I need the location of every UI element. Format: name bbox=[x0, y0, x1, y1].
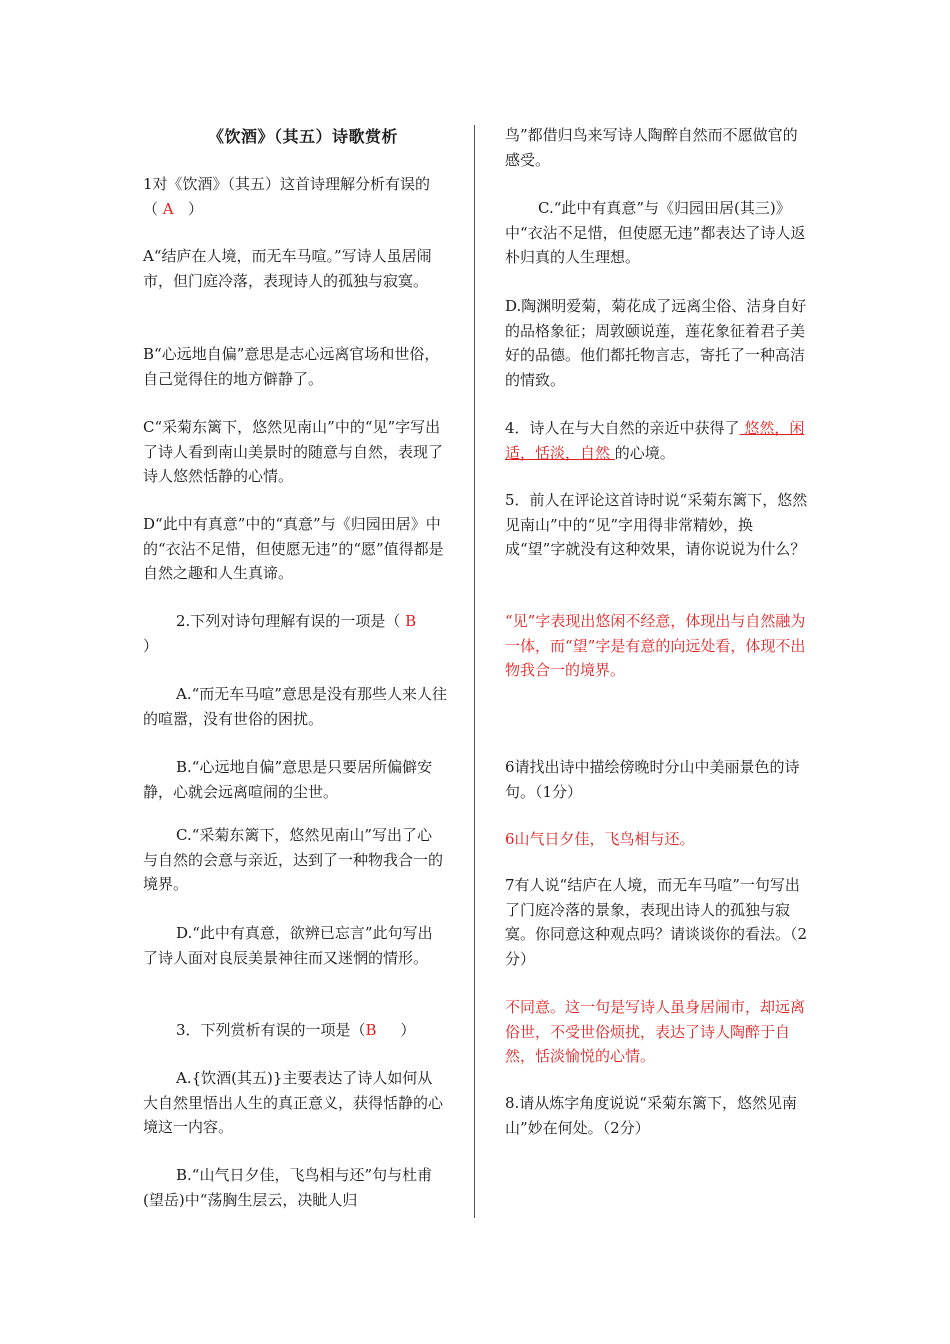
q7-answer: 不同意。这一句是写诗人虽身居闹市，却远离俗世，不受世俗烦扰，表达了诗人陶醉于自然，恬淡愉悦的心情。 bbox=[505, 998, 806, 1066]
q1-answer: A bbox=[162, 199, 174, 218]
q2-answer: B bbox=[405, 612, 417, 630]
q2-option-a: A.“而无车马喧”意思是没有那些人来人往的喧嚣，没有世俗的困扰。 bbox=[143, 685, 447, 728]
column-divider bbox=[474, 125, 475, 1218]
q3-option-c: C.“此中有真意”与《归园田居(其三)》中“衣沾不足惜，但使愿无违”都表达了诗人返朴归真的人生理想。 bbox=[505, 199, 806, 267]
q2-option-d: D.“此中有真意，欲辨已忘言”此句写出了诗人面对良辰美景神往而又迷惘的情形。 bbox=[143, 924, 433, 967]
q2-stem: 2.下列对诗句理解有误的一项是（ B ） bbox=[143, 612, 417, 655]
q1-option-d: D“此中有真意”中的“真意”与《归园田居》中的“衣沾不足惜，但使愿无违”的“愿”值得都是自然之趣和人生真谛。 bbox=[143, 515, 444, 583]
q5-answer: “见”字表现出悠闲不经意，体现出与自然融为一体，而“望”字是有意的向远处看，体现不出物我合一的境界。 bbox=[505, 612, 806, 680]
page-title: 《饮酒》（其五）诗歌赏析 bbox=[207, 127, 398, 146]
q3-option-b-part1: B.“山气日夕佳，飞鸟相与还”句与杜甫(望岳)中“荡胸生层云，决眦人归 bbox=[143, 1166, 433, 1209]
q3-stem: 3．下列赏析有误的一项是（B ） bbox=[176, 1021, 416, 1039]
q1-option-a: A“结庐在人境，而无车马喧。”写诗人虽居闹市，但门庭冷落，表现诗人的孤独与寂寞。 bbox=[143, 247, 432, 290]
q4-answer: 悠然，闲适，恬淡，自然 bbox=[505, 419, 805, 462]
q2-option-b: B.“心远地自偏”意思是只要居所偏僻安静，心就会远离喧闹的尘世。 bbox=[143, 758, 433, 801]
q1-option-c: C“采菊东篱下，悠然见南山”中的“见”字写出了诗人看到南山美景时的随意与自然，表现了诗人悠然恬静的心情。 bbox=[143, 418, 444, 486]
q8-stem: 8.请从炼字角度说说“采菊东篱下，悠然见南山”妙在何处。（2分） bbox=[505, 1094, 797, 1137]
q5-stem: 5．前人在评论这首诗时说“采菊东篱下，悠然见南山”中的“见”字用得非常精妙，换成“望”字就没有这种效果，请你说说为什么？ bbox=[505, 491, 808, 559]
q7-stem: 7有人说“结庐在人境，而无车马喧”一句写出了门庭冷落的景象，表现出诗人的孤独与寂寞。你同意这种观点吗？请谈谈你的看法。（2分） bbox=[505, 876, 808, 968]
q3-option-a: A.{饮酒(其五)}主要表达了诗人如何从大自然里悟出人生的真正意义，获得恬静的心境这一内容。 bbox=[143, 1069, 444, 1137]
q4-stem: 4．诗人在与大自然的亲近中获得了 悠然，闲适，恬淡，自然 的心境。 bbox=[505, 419, 805, 462]
q3-option-b-part2: 鸟”都借归鸟来写诗人陶醉自然而不愿做官的感受。 bbox=[505, 126, 798, 169]
q6-answer: 6山气日夕佳，飞鸟相与还。 bbox=[505, 830, 695, 848]
q3-answer: B bbox=[365, 1021, 377, 1039]
q6-stem: 6请找出诗中描绘傍晚时分山中美丽景色的诗句。（1分） bbox=[505, 758, 800, 801]
q3-option-d: D.陶渊明爱菊，菊花成了远离尘俗、洁身自好的品格象征；周敦颐说莲，莲花象征着君子美好的品德。他们都托物言志，寄托了一种高洁的情致。 bbox=[505, 297, 807, 389]
q1-stem: 1对《饮酒》（其五）这首诗理解分析有误的（ A ） bbox=[143, 175, 431, 218]
q2-option-c: C.“采菊东篱下，悠然见南山”写出了心与自然的会意与亲近，达到了一种物我合一的境界。 bbox=[143, 826, 444, 894]
q1-option-b: B“心远地自偏”意思是志心远离官场和世俗，自己觉得住的地方僻静了。 bbox=[143, 345, 440, 388]
